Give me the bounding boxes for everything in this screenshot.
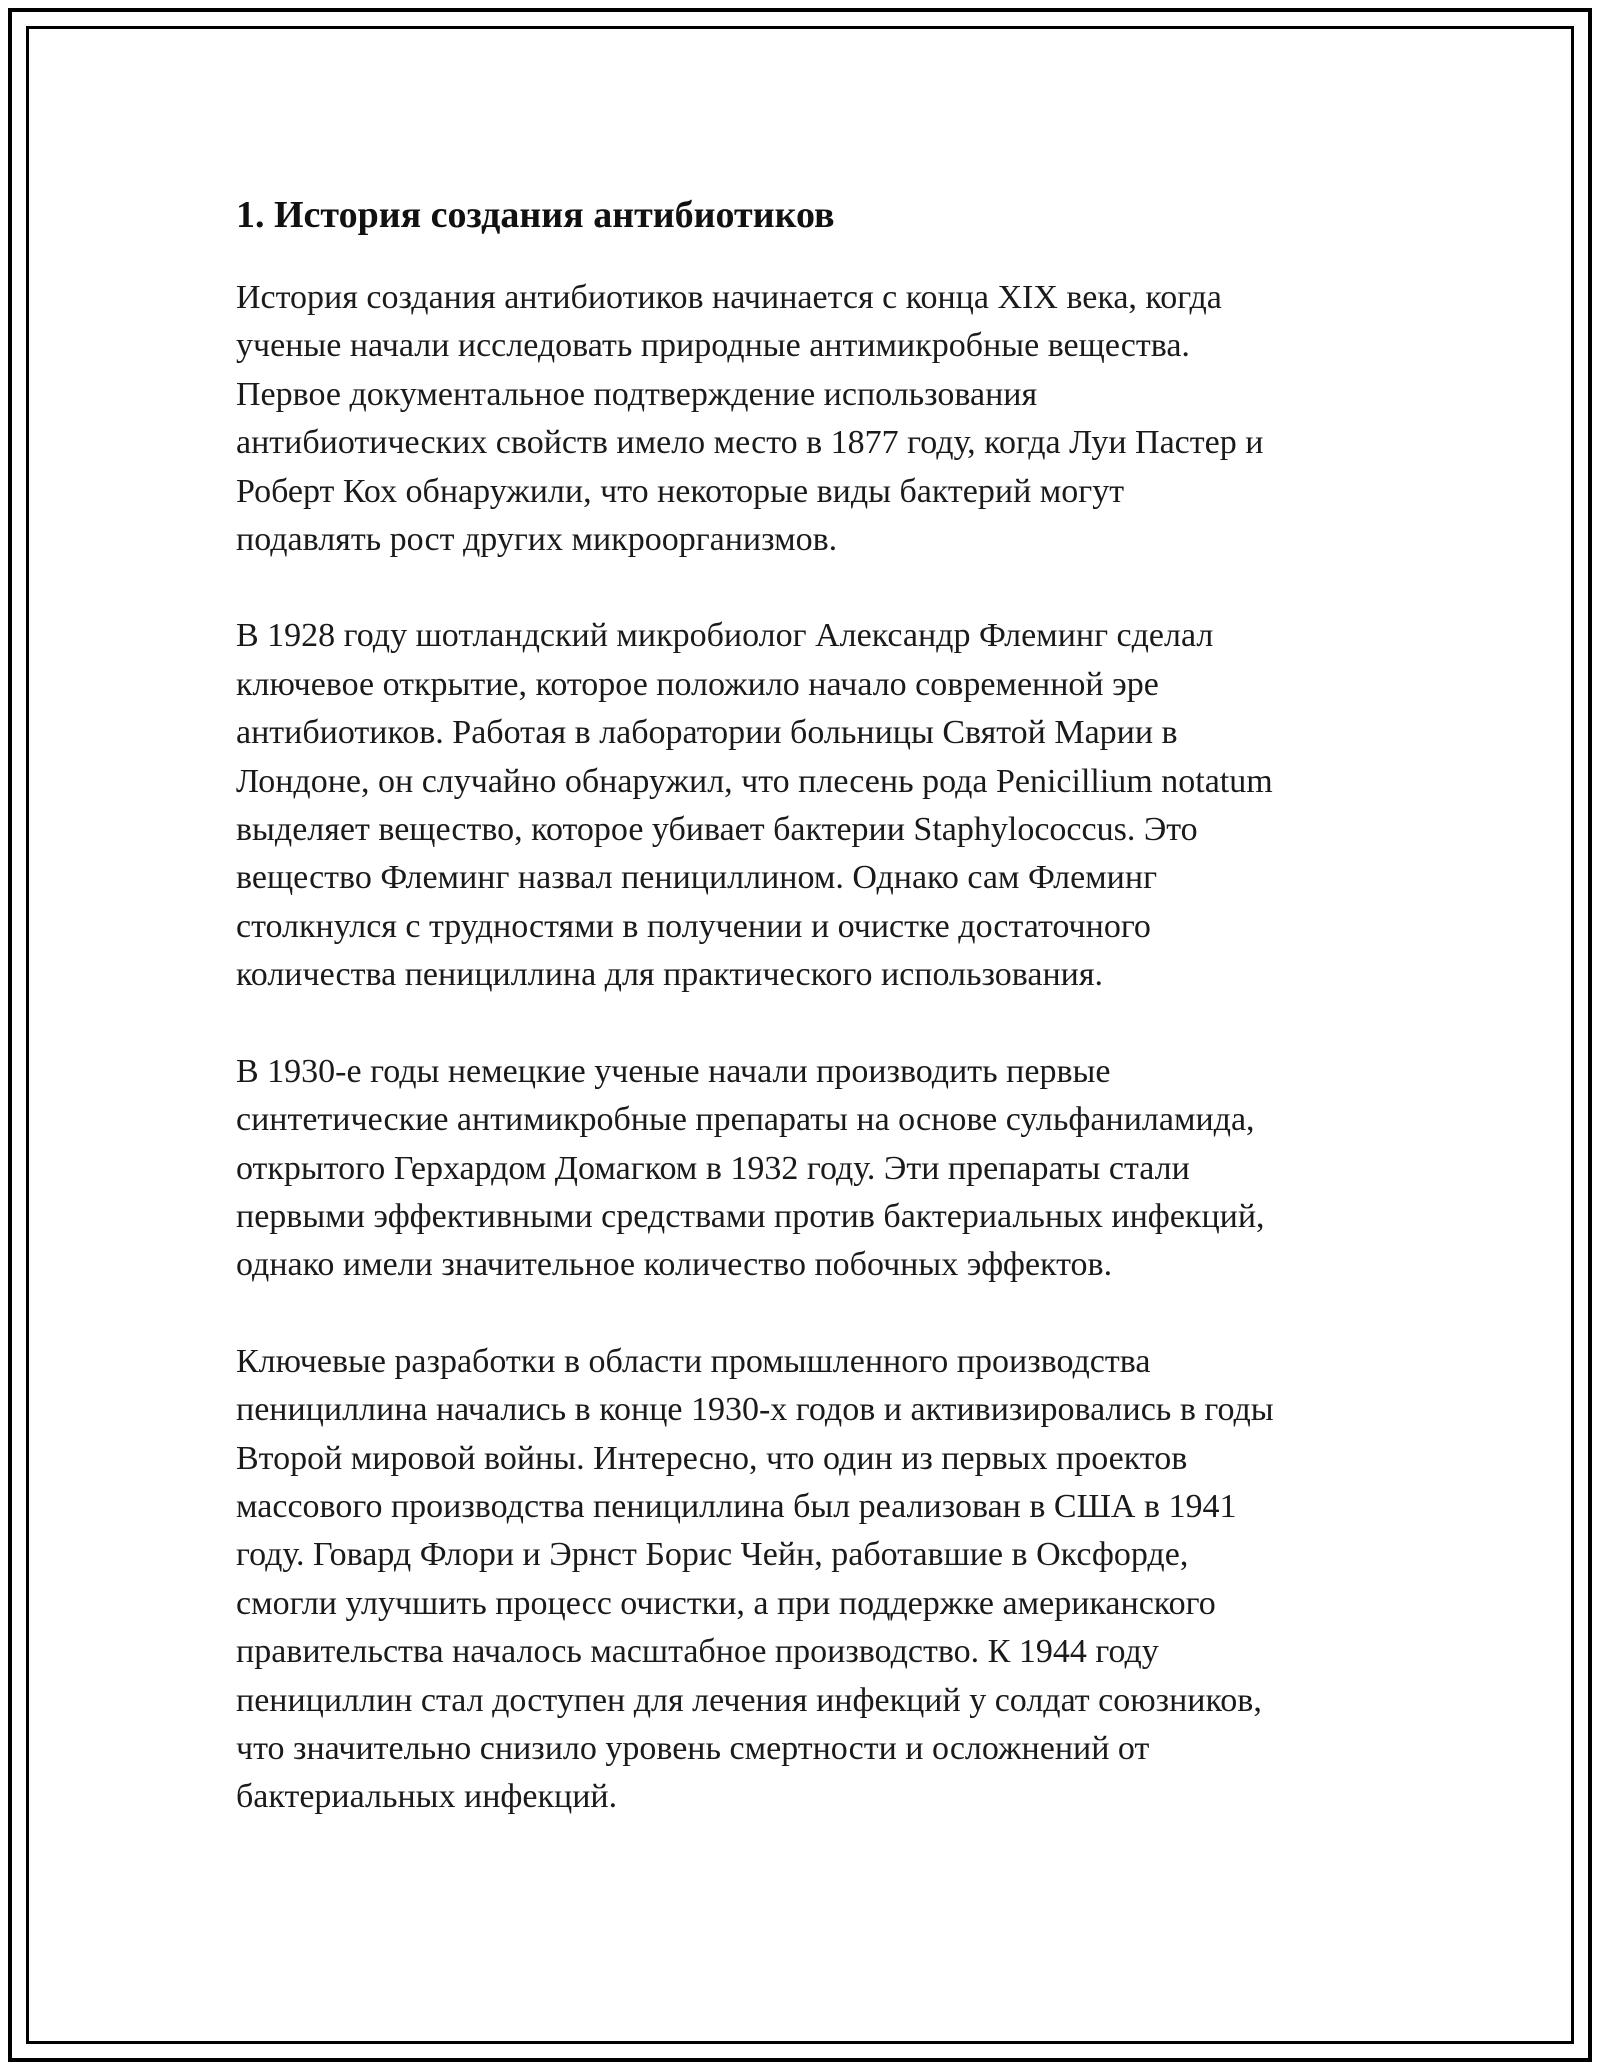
paragraph-1 [236,274,1376,564]
text-line: В 1930-е годы немецкие ученые начали производить первые [236,1052,1111,1090]
text-line: антибиотических свойств имело место в 1877 году, когда Луи Пастер и [236,424,1264,462]
section-heading: 1. История создания антибиотиков [236,194,835,236]
text-line: столкнулся с трудностями в получении и очистке достаточного [236,907,1151,945]
text-line: что значительно снизило уровень смертности и осложнений от [236,1729,1150,1767]
text-line: бактериальных инфекций. [236,1778,618,1816]
text-line: Ключевые разработки в области промышленного производства [236,1342,1151,1380]
text-line: Лондоне, он случайно обнаружил, что плесень рода Penicillium notatum [236,762,1273,800]
text-line: массового производства пенициллина был реализован в США в 1941 [236,1487,1237,1525]
text-line: смогли улучшить процесс очистки, а при поддержке американского [236,1584,1216,1622]
text-line: первыми эффективными средствами против бактериальных инфекций, [236,1197,1265,1235]
text-line: пенициллина начались в конце 1930-х годов и активизировались в годы [236,1391,1274,1429]
document-body [236,190,1376,1870]
paragraph-3 [236,1048,1376,1290]
text-line: открытого Герхардом Домагком в 1932 году. Эти препараты стали [236,1149,1190,1187]
text-line: однако имели значительное количество побочных эффектов. [236,1246,1113,1284]
paragraph-2 [236,612,1376,999]
text-line: антибиотиков. Работая в лаборатории больницы Святой Марии в [236,714,1178,752]
text-line: В 1928 году шотландский микробиолог Александр Флеминг сделал [236,617,1214,655]
text-line: вещество Флеминг назвал пенициллином. Однако сам Флеминг [236,859,1158,897]
text-line: Роберт Кох обнаружили, что некоторые виды бактерий могут [236,472,1125,510]
text-line: выделяет вещество, которое убивает бактерии Staphylococcus. Это [236,811,1198,849]
text-line: Второй мировой войны. Интересно, что один из первых проектов [236,1439,1188,1477]
text-line: количества пенициллина для практического использования. [236,956,1103,994]
text-line: Первое документальное подтверждение использования [236,375,1038,413]
text-line: ключевое открытие, которое положило начало современной эре [236,665,1159,703]
text-line: синтетические антимикробные препараты на основе сульфаниламида, [236,1101,1255,1139]
text-line: ученые начали исследовать природные антимикробные вещества. [236,327,1190,365]
text-line: История создания антибиотиков начинается с конца XIX века, когда [236,279,1222,316]
text-line: подавлять рост других микроорганизмов. [236,521,838,559]
text-line: правительства началось масштабное производство. К 1944 году [236,1633,1159,1671]
text-line: году. Говард Флори и Эрнст Борис Чейн, работавшие в Оксфорде, [236,1536,1189,1574]
text-line: пенициллин стал доступен для лечения инфекций у солдат союзников, [236,1681,1262,1719]
paragraph-4 [236,1338,1376,1822]
